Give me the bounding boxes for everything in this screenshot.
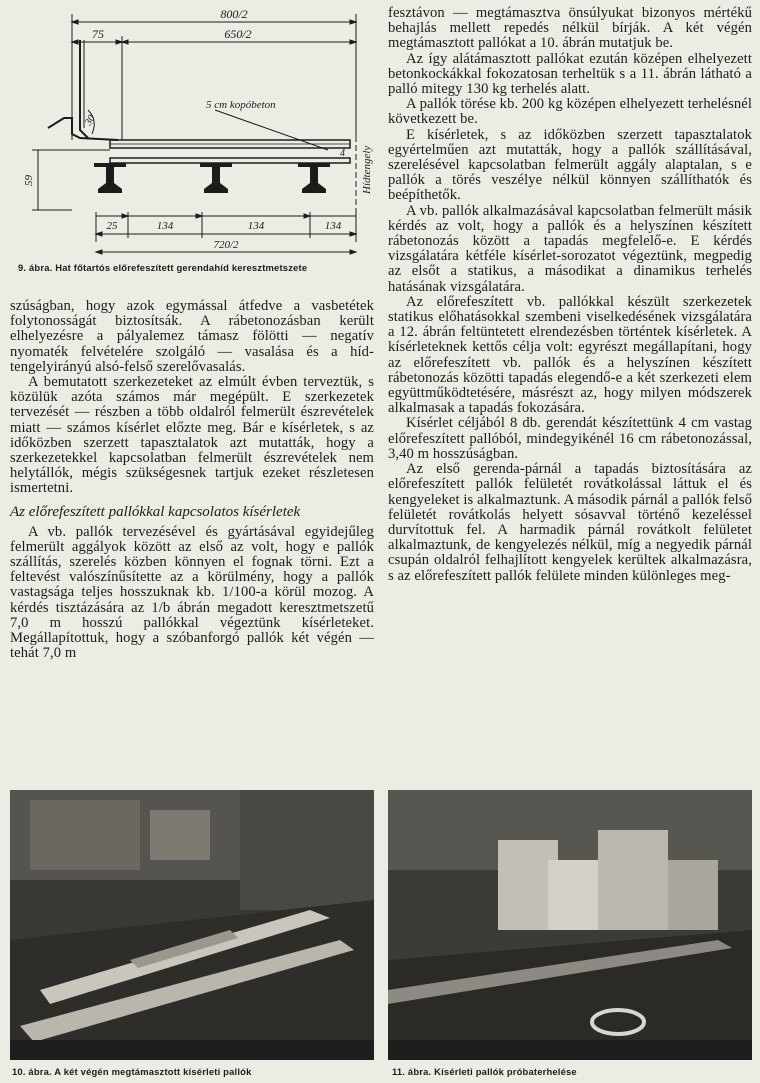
right-paragraph-2: Az így alátámasztott pallókat ezután középen elhelyezett betonkockákkal fokozatosan terheltük s a 11. ábrán látható a palló mitegy 130 kg terhelés alatt. <box>388 50 752 98</box>
label-concrete-layer: 5 cm kopóbeton <box>206 99 276 111</box>
dim-bottom-total: 720/2 <box>213 239 239 251</box>
dim-bottom-134-b: 134 <box>247 220 265 232</box>
right-paragraph-3: A pallók törése kb. 200 kg középen elhelyezett terhelésnél következett be. <box>388 96 752 128</box>
right-paragraph-1: fesztávon — megtámasztva önsúlyukat bizonyos mértékű behajlás mellett repedés nélkül bírják. A két végén megtámasztott pallókat a 10. ábrán mutatjuk be. <box>388 5 752 52</box>
dim-depth-right: 4 <box>340 148 345 159</box>
right-paragraph-8: Az első gerenda-párnál a tapadás biztosítására az előrefeszített pallók felületét rovátkolással láttuk el és kengyeleket is alkalmaztunk. A második párnál a pallók felső felületét rovátkolás helyett sósavval történő kezeléssel durvítottuk fel. A harmadik párnál rovátkolt felületet alkalmaztunk, de kengyelezés nélkül, míg a negyedik párnál csupán oldalról felhajlított kengyelek kerültek alkalmazásra, s az előrefeszített pallók felülete minden különleges meg- <box>388 461 752 584</box>
left-text <box>10 299 374 661</box>
dim-left-offset: 75 <box>92 27 104 41</box>
right-paragraph-7: Kísérlet céljából 8 db. gerendát készítettünk 4 cm vastag előrefeszített pallóból, mindegyikénél 16 cm rábetonozással, 3,40 m hosszúságban. <box>388 415 752 462</box>
left-paragraph-1: szúságban, hogy azok egymással átfedve a vasbetétek folytonosságát biztosítsák. A rábetonozásban került elhelyezésre a pályalemez támasz fölötti — negatív nyomaték felvételére szolgáló — vasalása és a híd-tengelyirányú alsó-felső szerelővasalás. <box>10 298 374 375</box>
dim-bottom-134-a: 134 <box>156 220 174 232</box>
figure-10-caption: 10. ábra. A két végén megtámasztott kísérleti pallók <box>12 1066 252 1077</box>
left-paragraph-3: A vb. pallók tervezésével és gyártásával egyidejűleg felmerült aggályok között az első az volt, hogy e pallók szállítás, szerelés közben könnyen el fognak törni. Ezt a feltevést valószínűsítette az a körülmény, hogy a pallók vastagsága teljes hosszuknak kb. 1/100-a körül mozog. A kérdés tisztázására az 1/b ábrán megadott keresztmetszetű 7,0 m hosszú pallókkal végeztünk kísérleteket. Megállapítottuk, hogy a szóbanforgó pallók két végén — tehát 7,0 m <box>10 523 374 662</box>
figure-11-photo <box>388 790 752 1060</box>
dim-total-top: 800/2 <box>220 7 248 21</box>
dim-inner-width: 650/2 <box>224 27 252 41</box>
right-paragraph-5: A vb. pallók alkalmazásával kapcsolatban felmerült másik kérdés az volt, hogy a pallók és a helyszínen készített rábetonozás között a tapadás megfelelő-e. E kérdés vizsgálatára kétféle kísérlet-sorozatot végeztünk, megpedig az elsőt a statikus, a másodikat a dinamikus terhelés hatásának vizsgálatára. <box>388 202 752 295</box>
figure-11-caption: 11. ábra. Kísérleti pallók próbaterhelése <box>392 1066 577 1077</box>
left-paragraph-2: A bemutatott szerkezeteket az elmúlt évben terveztük, s közülük azóta számos már megépült. E szerkezetek tervezését — részben a több oldalról felmerült észrevételek miatt — számos kísérlet előzte meg. Bár e kísérletek, s az időközben szerzett tapasztalatok azt mutatták, hogy a szerkezetekkel kapcsolatban felmerült észrevételek nem helytállók, mégis szükségesnek tartjuk ezeket részletesen ismertetni. <box>10 374 374 497</box>
figure-9-cross-section <box>10 0 374 282</box>
right-column <box>388 6 752 584</box>
dim-height-left: 59 <box>23 175 35 186</box>
figure-9-caption: 9. ábra. Hat főtartós előrefeszített gerendahíd keresztmetszete <box>18 262 308 273</box>
right-paragraph-4: E kísérletek, s az időközben szerzett tapasztalatok egyértelműen azt mutatták, hogy a pallók szállításával, szerelésével kapcsolatban felmerült aggály alaptalan, s e pallók a törés veszélye nélkül könnyen szállíthatók és beépíthetők. <box>388 126 752 204</box>
dim-bottom-25: 25 <box>106 220 118 232</box>
dim-angle: 30 <box>83 113 98 128</box>
figure-10-photo <box>10 790 374 1060</box>
right-paragraph-6: Az előrefeszített vb. pallókkal készült szerkezetek statikus előhatásokkal szembeni viselkedésének vizsgálatára a 12. ábrán feltüntetett elrendezésben történtek kísérletek. A kísérleteknek kettős célja volt: egyrészt megállapítani, hogy az előrefeszített vb. pallók és a helyszínen készített rábetonozás közötti tapadás elegendő-e a két szerkezeti elem együttműködtetésére, másrészt az, hogy milyen módszerek alkalmasak a tapadás fokozására. <box>388 293 752 417</box>
dim-bottom-134-c: 134 <box>324 220 342 232</box>
label-axis: Hídtengely <box>361 145 373 194</box>
section-heading: Az előrefeszített pallókkal kapcsolatos kísérletek <box>10 503 301 520</box>
